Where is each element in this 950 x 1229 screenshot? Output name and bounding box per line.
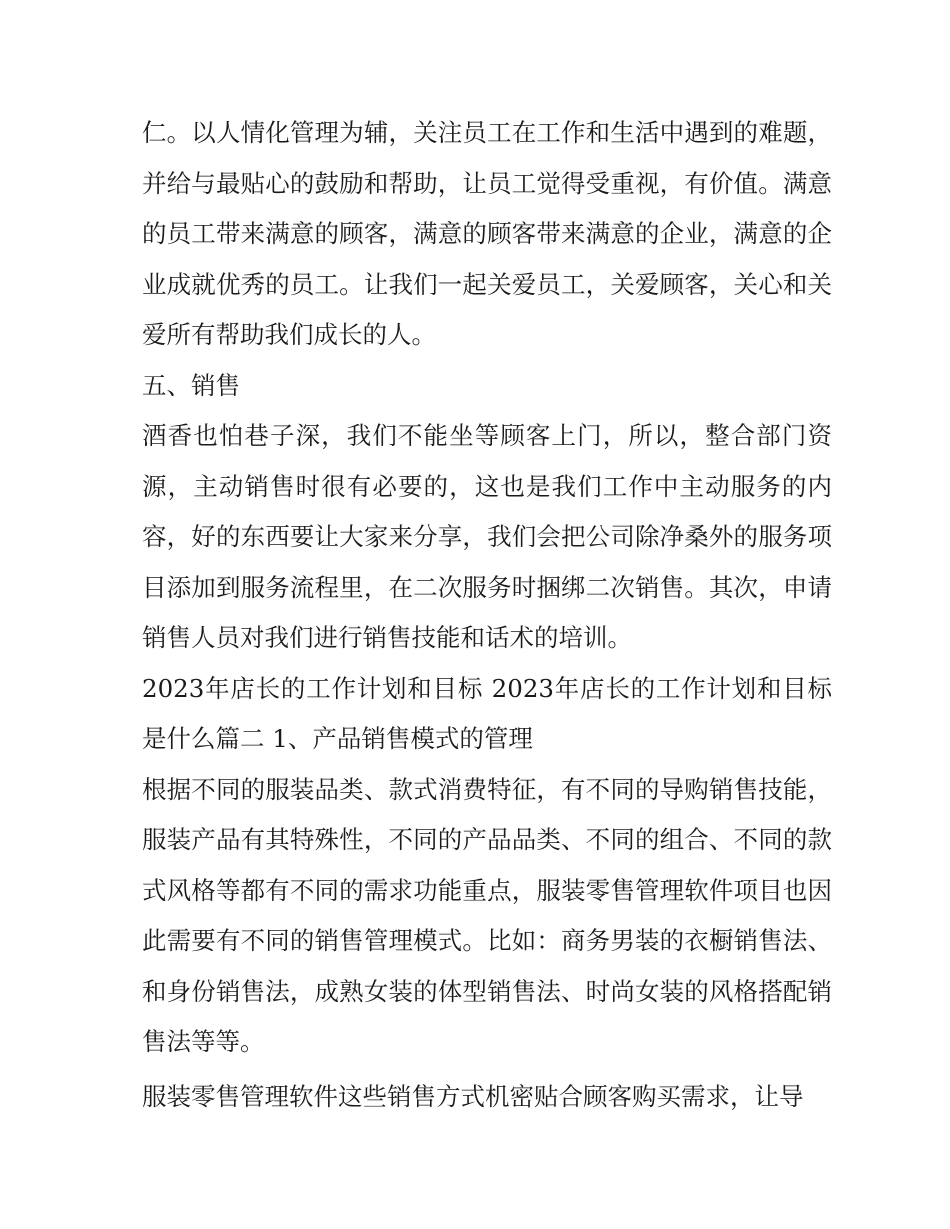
paragraph-retail-software: 服装零售管理软件这些销售方式机密贴合顾客购买需求，让导 (142, 1081, 804, 1111)
paragraph-employee-care: 仁。以人情化管理为辅，关注员工在工作和生活中遇到的难题，并给与最贴心的鼓励和帮助，让员工觉得受重视，有价值。满意的员工带来满意的顾客，满意的顾客带来满意的企业，满意的企业成就优秀的员工。让我们一起关爱员工，关爱顾客，关心和关爱所有帮助我们成长的人。 (142, 118, 832, 349)
paragraph-active-sales: 酒香也怕巷子深，我们不能坐等顾客上门，所以，整合部门资源，主动销售时很有必要的，这也是我们工作中主动服务的内容，好的东西要让大家来分享，我们会把公司除净桑外的服务项目添加到服务流程里，在二次服务时捆绑二次销售。其次，申请销售人员对我们进行销售技能和话术的培训。 (142, 421, 832, 652)
article-title-plan-2023: 2023年店长的工作计划和目标 2023年店长的工作计划和目标是什么篇二 1、产品销售模式的管理 (142, 673, 832, 753)
document-body (142, 108, 832, 1122)
paragraph-sales-modes: 根据不同的服装品类、款式消费特征，有不同的导购销售技能，服装产品有其特殊性，不同的产品品类、不同的组合、不同的款式风格等都有不同的需求功能重点，服装零售管理软件项目也因此需要有不同的销售管理模式。比如：商务男装的衣橱销售法、和身份销售法，成熟女装的体型销售法、时尚女装的风格搭配销售法等等。 (142, 774, 832, 1056)
section-heading-sales: 五、销售 (142, 370, 240, 400)
